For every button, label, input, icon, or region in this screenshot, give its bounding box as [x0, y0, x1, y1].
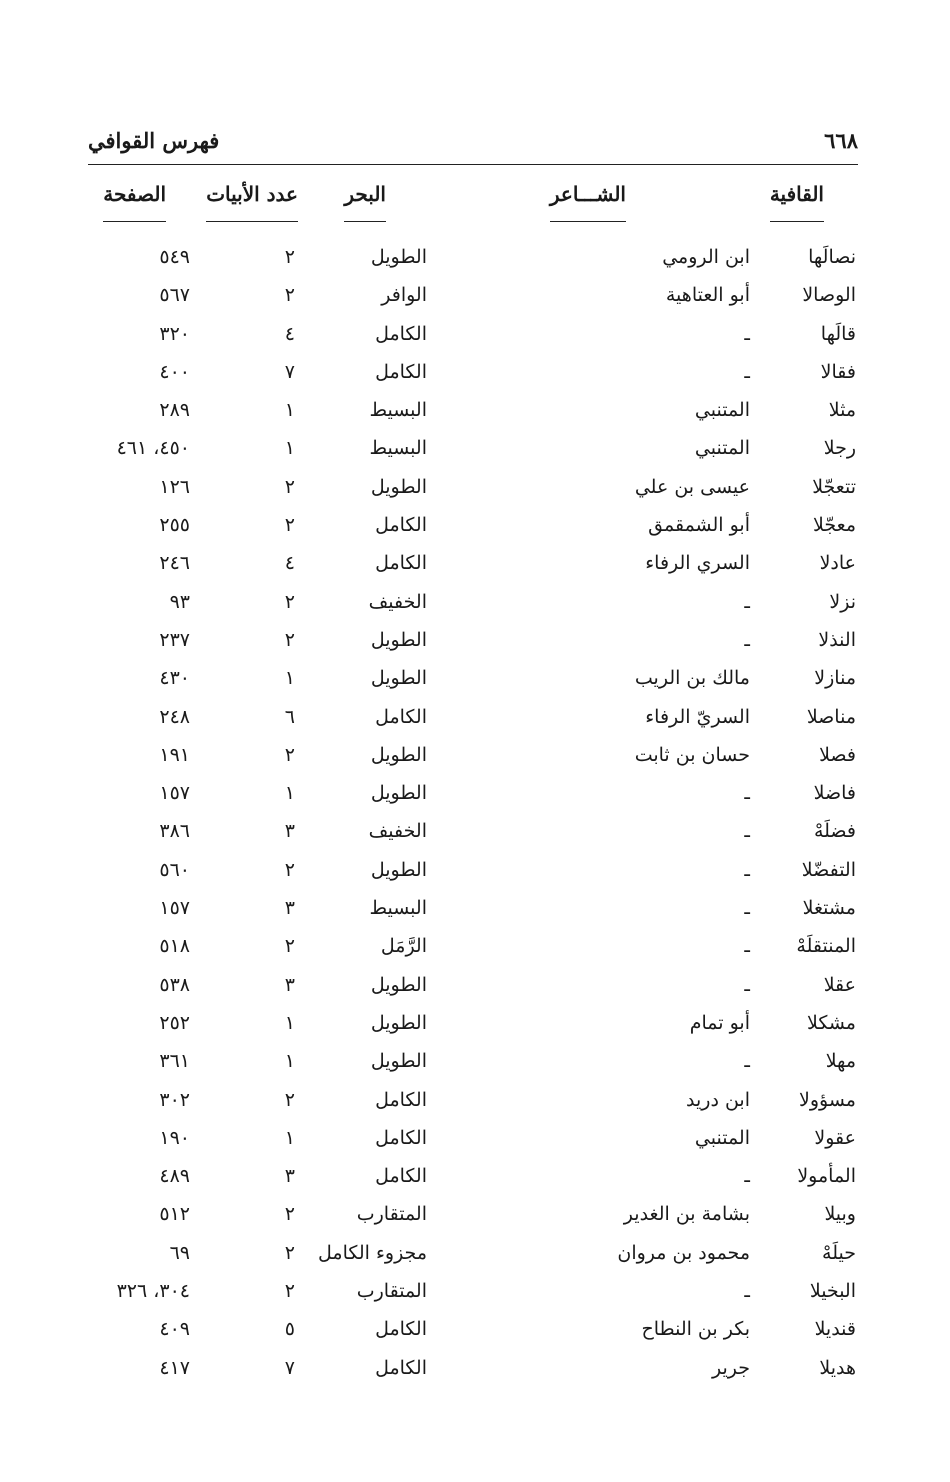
poet-cell: المتنبي: [694, 1126, 750, 1149]
verse-count-cell: ٢: [284, 743, 295, 766]
verse-count-cell: ١: [284, 1050, 295, 1073]
verse-count-cell: ٢: [284, 1241, 295, 1264]
poet-cell: ـ: [744, 973, 750, 996]
page-ref-cell: ١٩١: [159, 743, 190, 766]
table-row: [0, 853, 950, 891]
meter-cell: الكامل: [375, 322, 427, 345]
verse-count-cell: ١: [284, 782, 295, 805]
poet-cell: مالك بن الريب: [634, 667, 750, 690]
table-row: [0, 317, 950, 355]
meter-cell: الكامل: [375, 514, 427, 537]
meter-cell: الطويل: [370, 667, 427, 690]
page-ref-cell: ١٥٧: [159, 897, 190, 920]
qafiya-cell: عقلا: [823, 973, 856, 996]
verse-count-cell: ٢: [284, 514, 295, 537]
page-ref-cell: ٩٣: [169, 590, 190, 613]
table-row: [0, 1236, 950, 1274]
qafiya-cell: المنتقلَهْ: [796, 935, 856, 958]
meter-cell: الكامل: [375, 705, 427, 728]
poet-cell: أبو العتاهية: [665, 284, 750, 307]
page-ref-cell: ٥٤٩: [159, 246, 190, 268]
meter-cell: الكامل: [375, 1126, 427, 1149]
column-header-verses: عدد الأبيات: [206, 182, 298, 218]
page-ref-cell: ٤٥٠، ٤٦١: [116, 437, 190, 460]
verse-count-cell: ٤: [284, 322, 295, 345]
page-ref-cell: ٢٥٢: [159, 1011, 190, 1034]
qafiya-cell: البخيلا: [809, 1280, 856, 1303]
verse-count-cell: ٣: [284, 820, 295, 843]
qafiya-cell: مثلا: [828, 399, 856, 422]
table-row: [0, 1159, 950, 1197]
verse-count-cell: ٣: [284, 973, 295, 996]
verse-count-cell: ٥: [284, 1318, 295, 1341]
qafiya-cell: حيلَهْ: [822, 1241, 856, 1264]
qafiya-cell: نصالَها: [808, 246, 856, 268]
page-ref-cell: ٢٤٦: [159, 552, 190, 575]
qafiya-cell: التفضّلا: [801, 858, 856, 881]
table-row: [0, 508, 950, 546]
table-row: [0, 1006, 950, 1044]
page-ref-cell: ١٥٧: [159, 782, 190, 805]
poet-cell: أبو الشمقمق: [648, 514, 750, 537]
table-row: [0, 738, 950, 776]
column-header-page: الصفحة: [103, 182, 166, 218]
verse-count-cell: ٧: [284, 360, 295, 383]
meter-cell: البسيط: [369, 399, 427, 422]
table-row: [0, 278, 950, 316]
meter-cell: الكامل: [375, 1356, 427, 1379]
poet-cell: عيسى بن علي: [634, 475, 750, 498]
poet-cell: ـ: [744, 782, 750, 805]
table-row: [0, 470, 950, 508]
page-ref-cell: ٣٦١: [159, 1050, 190, 1073]
qafiya-cell: مناصلا: [806, 705, 856, 728]
meter-cell: الطويل: [370, 628, 427, 651]
table-row: [0, 700, 950, 738]
table-row: [0, 968, 950, 1006]
page-ref-cell: ٣٠٤، ٣٢٦: [116, 1280, 190, 1303]
qafiya-cell: قالَها: [820, 322, 856, 345]
qafiya-cell: وبيلا: [824, 1203, 856, 1226]
page-ref-cell: ٢٥٥: [159, 514, 190, 537]
meter-cell: الكامل: [375, 360, 427, 383]
qafiya-cell: فقالا: [820, 360, 856, 383]
page-ref-cell: ٣٢٠: [159, 322, 190, 345]
page-ref-cell: ٢٨٩: [159, 399, 190, 422]
column-header-qafiya: القافية: [770, 182, 824, 218]
poet-cell: ـ: [744, 1050, 750, 1073]
verse-count-cell: ٢: [284, 475, 295, 498]
verse-count-cell: ١: [284, 667, 295, 690]
table-row: [0, 1121, 950, 1159]
qafiya-cell: منازلا: [814, 667, 856, 690]
qafiya-cell: نزلا: [829, 590, 856, 613]
page-number: ٦٦٨: [824, 128, 858, 153]
meter-cell: الطويل: [370, 782, 427, 805]
poet-cell: المتنبي: [694, 437, 750, 460]
verse-count-cell: ١: [284, 399, 295, 422]
page-ref-cell: ٦٩: [169, 1241, 190, 1264]
verse-count-cell: ٢: [284, 858, 295, 881]
page-ref-cell: ٤٠٩: [159, 1318, 190, 1341]
verse-count-cell: ٦: [284, 705, 295, 728]
page-ref-cell: ٤٠٠: [159, 360, 190, 383]
verse-count-cell: ٢: [284, 246, 295, 268]
page-ref-cell: ٥١٨: [159, 935, 190, 958]
table-row: [0, 1197, 950, 1235]
poet-cell: ـ: [744, 820, 750, 843]
qafiya-cell: فضلَهْ: [813, 820, 856, 843]
table-row: [0, 1044, 950, 1082]
poet-cell: ـ: [744, 628, 750, 651]
qafiya-cell: مشكلا: [807, 1011, 856, 1034]
meter-cell: المتقارب: [356, 1280, 427, 1303]
qafiya-cell: رجلا: [823, 437, 856, 460]
running-title: فهرس القوافي: [88, 128, 220, 153]
poet-cell: حسان بن ثابت: [634, 743, 750, 766]
table-row: [0, 1274, 950, 1312]
page-ref-cell: ٣٠٢: [159, 1088, 190, 1111]
poet-cell: ابن الرومي: [662, 246, 750, 268]
qafiya-cell: فصلا: [819, 743, 856, 766]
page-ref-cell: ١٢٦: [159, 475, 190, 498]
column-header-meter: البحر: [344, 182, 386, 218]
poet-cell: السري الرفاء: [645, 552, 750, 575]
poet-cell: محمود بن مروان: [617, 1241, 750, 1264]
poet-cell: المتنبي: [694, 399, 750, 422]
poet-cell: ـ: [744, 1165, 750, 1188]
page-header: [88, 126, 858, 165]
table-row: [0, 776, 950, 814]
meter-cell: المتقارب: [356, 1203, 427, 1226]
table-row: [0, 623, 950, 661]
meter-cell: البسيط: [369, 897, 427, 920]
meter-cell: الكامل: [375, 1318, 427, 1341]
meter-cell: الكامل: [375, 1165, 427, 1188]
verse-count-cell: ١: [284, 437, 295, 460]
qafiya-cell: تتعجّلا: [812, 475, 856, 498]
page-ref-cell: ٥١٢: [159, 1203, 190, 1226]
meter-cell: الطويل: [370, 743, 427, 766]
meter-cell: الطويل: [370, 1011, 427, 1034]
page-ref-cell: ١٩٠: [159, 1126, 190, 1149]
table-row: [0, 546, 950, 584]
poet-cell: ـ: [744, 935, 750, 958]
verse-count-cell: ٢: [284, 628, 295, 651]
qafiya-cell: مهلا: [825, 1050, 856, 1073]
meter-cell: الطويل: [370, 475, 427, 498]
page-ref-cell: ٢٤٨: [159, 705, 190, 728]
qafiya-cell: فاضلا: [813, 782, 856, 805]
qafiya-cell: المأمولا: [797, 1165, 856, 1188]
page-ref-cell: ٢٣٧: [159, 628, 190, 651]
meter-cell: مجزوء الكامل: [318, 1241, 427, 1264]
page-ref-cell: ٤١٧: [159, 1356, 190, 1379]
meter-cell: الطويل: [370, 1050, 427, 1073]
meter-cell: الكامل: [375, 552, 427, 575]
table-row: [0, 1351, 950, 1389]
meter-cell: الكامل: [375, 1088, 427, 1111]
table-row: [0, 814, 950, 852]
qafiya-cell: عادلا: [819, 552, 856, 575]
verse-count-cell: ١: [284, 1126, 295, 1149]
verse-count-cell: ١: [284, 1011, 295, 1034]
page-ref-cell: ٥٦٠: [159, 858, 190, 881]
poet-cell: ـ: [744, 322, 750, 345]
column-header-poet: الشـــاعر: [550, 182, 626, 218]
index-table: [0, 240, 950, 1389]
verse-count-cell: ٢: [284, 1088, 295, 1111]
qafiya-cell: معجّلا: [813, 514, 856, 537]
poet-cell: ـ: [744, 360, 750, 383]
qafiya-cell: هديلا: [819, 1356, 856, 1379]
verse-count-cell: ٢: [284, 935, 295, 958]
page-ref-cell: ٥٣٨: [159, 973, 190, 996]
qafiya-cell: مسؤولا: [799, 1088, 856, 1111]
verse-count-cell: ٣: [284, 897, 295, 920]
verse-count-cell: ٢: [284, 590, 295, 613]
verse-count-cell: ٣: [284, 1165, 295, 1188]
table-row: [0, 240, 950, 278]
poet-cell: أبو تمام: [689, 1011, 750, 1034]
poet-cell: ـ: [744, 1280, 750, 1303]
poet-cell: جرير: [712, 1356, 750, 1379]
page-ref-cell: ٤٨٩: [159, 1165, 190, 1188]
poet-cell: السريّ الرفاء: [645, 705, 750, 728]
poet-cell: ابن دريد: [686, 1088, 750, 1111]
table-row: [0, 1312, 950, 1350]
poet-cell: ـ: [744, 590, 750, 613]
poet-cell: بشامة بن الغدير: [623, 1203, 750, 1226]
meter-cell: الطويل: [370, 246, 427, 268]
verse-count-cell: ٤: [284, 552, 295, 575]
table-row: [0, 585, 950, 623]
poet-cell: بكر بن النطاح: [641, 1318, 750, 1341]
verse-count-cell: ٢: [284, 1203, 295, 1226]
qafiya-cell: مشتغلا: [802, 897, 856, 920]
page-ref-cell: ٤٣٠: [159, 667, 190, 690]
table-row: [0, 355, 950, 393]
meter-cell: الطويل: [370, 973, 427, 996]
meter-cell: الوافر: [381, 284, 427, 307]
page-ref-cell: ٥٦٧: [159, 284, 190, 307]
poet-cell: ـ: [744, 858, 750, 881]
poet-cell: ـ: [744, 897, 750, 920]
meter-cell: البسيط: [369, 437, 427, 460]
table-row: [0, 1083, 950, 1121]
verse-count-cell: ٧: [284, 1356, 295, 1379]
verse-count-cell: ٢: [284, 1280, 295, 1303]
qafiya-cell: عقولا: [814, 1126, 856, 1149]
meter-cell: الطويل: [370, 858, 427, 881]
table-row: [0, 431, 950, 469]
table-row: [0, 661, 950, 699]
meter-cell: الرَّمَل: [380, 935, 427, 958]
page-ref-cell: ٣٨٦: [159, 820, 190, 843]
qafiya-cell: الوصالا: [802, 284, 856, 307]
meter-cell: الخفيف: [368, 590, 427, 613]
meter-cell: الخفيف: [368, 820, 427, 843]
table-row: [0, 929, 950, 967]
verse-count-cell: ٢: [284, 284, 295, 307]
qafiya-cell: النذلا: [818, 628, 856, 651]
table-row: [0, 393, 950, 431]
table-row: [0, 891, 950, 929]
qafiya-cell: قنديلا: [814, 1318, 856, 1341]
